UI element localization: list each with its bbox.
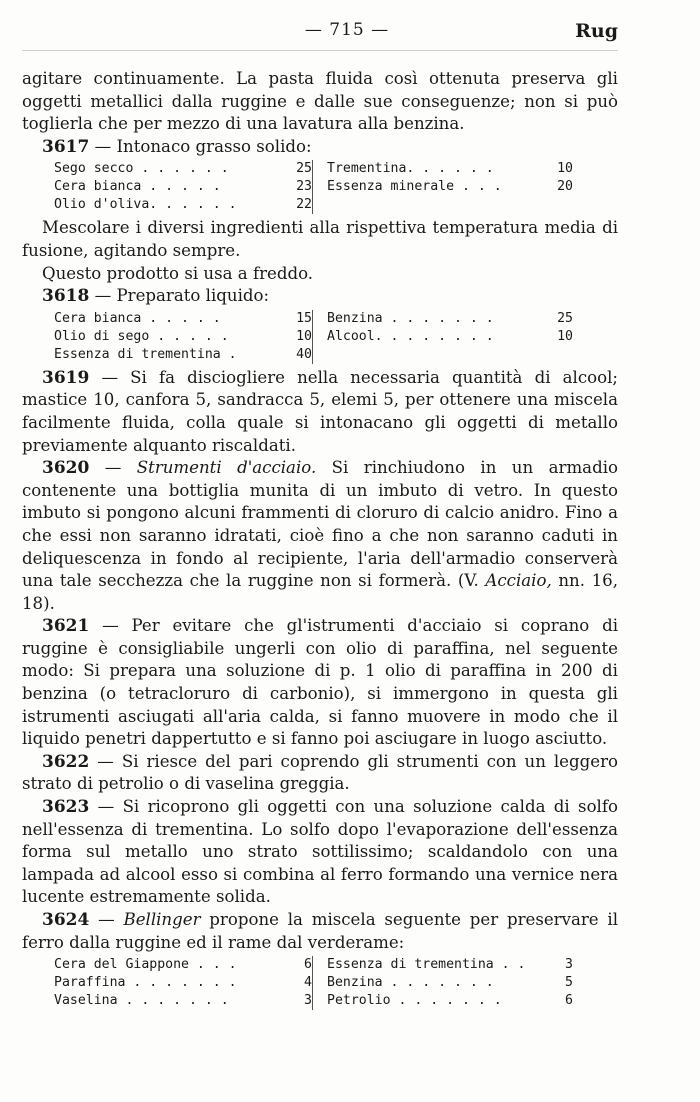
ingredient-qty: 3 [565, 957, 573, 973]
entry-number: 3622 [42, 751, 90, 772]
entry-text: — Si fa disciogliere nella necessaria quantità di alcool; mastice 10, canfora 5, sandracca 5, elemi 5, per ottenere una miscela facilmente fluida, colla quale si intonacano gli oggetti di metallo previamente alquanto riscaldati. [22, 367, 618, 455]
ingredient-qty: 6 [304, 957, 312, 973]
ingredient-qty: 22 [296, 197, 312, 213]
recipe-left-column [54, 956, 312, 1010]
ingredient-name: Benzina . . . . . . . [327, 310, 494, 326]
ingredient-qty: 4 [304, 975, 312, 991]
recipe-row [54, 178, 312, 196]
recipe-row [327, 974, 573, 992]
cross-reference-italic: Acciaio, [485, 571, 552, 591]
ingredient-name: Alcool. . . . . . . . [327, 328, 494, 344]
recipe-right-column [312, 310, 573, 364]
page-header [0, 20, 700, 50]
ingredient-name: Essenza di trementina . . [327, 957, 526, 973]
entry-text: propone la miscela seguente per preservare il ferro dalla ruggine ed il rame dal verderame: [22, 910, 618, 952]
entry-number: 3623 [42, 797, 90, 818]
ingredient-qty: 20 [557, 179, 573, 195]
ingredient-name: Sego secco . . . . . . [54, 161, 229, 177]
author-name-italic: Bellinger [123, 910, 201, 929]
recipe-row [327, 956, 573, 974]
ingredient-name: Essenza minerale . . . [327, 179, 502, 195]
recipe-3618 [54, 310, 618, 364]
entry-number: 3621 [42, 616, 90, 637]
entry-title-italic: Strumenti d'acciaio. [136, 458, 317, 478]
entry-text: — Si riesce del pari coprendo gli strumenti con un leggero strato di petrolio o di vaselina greggia. [22, 751, 618, 794]
recipe-row [54, 346, 312, 364]
recipe-3617 [54, 160, 618, 214]
paragraph: Questo prodotto si usa a freddo. [42, 263, 314, 283]
ingredient-name: Benzina . . . . . . . [327, 975, 494, 991]
recipe-right-column [312, 956, 573, 1010]
ingredient-name: Cera del Giappone . . . [54, 957, 237, 973]
recipe-row [327, 310, 573, 328]
entry-number: 3620 [42, 458, 90, 479]
ingredient-qty: 23 [296, 179, 312, 195]
recipe-row [327, 178, 573, 196]
ingredient-name: Paraffina . . . . . . . [54, 975, 237, 991]
recipe-row [54, 160, 312, 178]
entry-3622 [22, 751, 618, 796]
running-head-word: Rug [575, 20, 618, 42]
ingredient-name: Trementina. . . . . . [327, 161, 494, 177]
ingredient-name: Cera bianca . . . . . [54, 310, 221, 326]
ingredient-qty: 10 [296, 328, 312, 344]
recipe-row [327, 160, 573, 178]
ingredient-qty: 5 [565, 975, 573, 991]
ingredient-qty: 3 [304, 993, 312, 1009]
ingredient-name: Petrolio . . . . . . . [327, 993, 502, 1009]
ingredient-qty: 25 [296, 161, 312, 177]
ingredient-qty: 10 [557, 328, 573, 344]
recipe-right-column [312, 160, 573, 214]
recipe-row [54, 956, 312, 974]
recipe-row [54, 196, 312, 214]
paragraph: Mescolare i diversi ingredienti alla rispettiva temperatura media di fusione, agitando sempre. [22, 218, 618, 260]
entry-number: 3618 [42, 286, 90, 307]
recipe-row [54, 992, 312, 1010]
recipe-left-column [54, 310, 312, 364]
page-number: — 715 — [304, 20, 390, 40]
header-rule [22, 50, 618, 51]
entry-text: nn. 16, 18). [22, 571, 618, 613]
ingredient-qty: 40 [296, 346, 312, 362]
recipe-row [327, 992, 573, 1010]
paragraph-continuation: agitare continuamente. La pasta fluida così ottenuta preserva gli oggetti metallici dalla ruggine e dalle sue conseguenze; non si può toglierla che per mezzo di una lavatura alla benzina. [22, 69, 618, 134]
ingredient-name: Olio di sego . . . . . [54, 328, 229, 344]
ingredient-qty: 25 [557, 310, 573, 326]
entry-text: — Preparato liquido: [89, 286, 270, 306]
recipe-3624 [54, 956, 618, 1010]
ingredient-qty: 10 [557, 161, 573, 177]
ingredient-name: Cera bianca . . . . . [54, 179, 221, 195]
ingredient-name: Essenza di trementina . [54, 346, 237, 362]
entry-text: — Intonaco grasso solido: [89, 136, 312, 156]
entry-3621 [22, 615, 618, 751]
recipe-left-column [54, 160, 312, 214]
recipe-row [54, 974, 312, 992]
entry-number: 3619 [42, 367, 90, 388]
page-body [22, 68, 618, 1013]
entry-3620 [22, 457, 618, 615]
entry-text: — Si ricoprono gli oggetti con una soluzione calda di solfo nell'essenza di trementina. Lo solfo dopo l'evaporazione dell'essenza forma sul metallo uno strato sottilissimo; scaldandolo con una lampada ad alcool esso si combina al ferro formando una vernice nera lucente estremamente solida. [22, 797, 618, 907]
entry-text: — Per evitare che gl'istrumenti d'acciaio si coprano di ruggine è consigliabile ungerli con olio di paraffina, nel seguente modo: Si prepara una soluzione di p. 1 olio di paraffina in 200 di benzina (o tetracloruro di carbonio), si immergono in questa gli istrumenti asciugati all'aria calda, si fanno muovere in modo che il liquido penetri dappertutto e si fanno poi asciugare in luogo asciutto. [22, 616, 618, 749]
entry-text: — [89, 910, 124, 929]
entry-3623 [22, 796, 618, 909]
entry-number: 3624 [42, 910, 90, 930]
entry-3618 [22, 285, 618, 308]
entry-text: Si rinchiudono in un armadio contenente una bottiglia munita di un imbuto di vetro. In questo imbuto si pongono alcuni frammenti di cloruro di calcio anidro. Fino a che essi non saranno idratati, cioè fino a che non saranno caduti in deliquescenza in fondo al recipiente, l'aria dell'armadio conserverà una tale secchezza che la ruggine non si formerà. (V. [22, 458, 618, 591]
entry-3619 [22, 367, 618, 457]
entry-number: 3617 [42, 136, 90, 157]
entry-3617 [22, 136, 618, 159]
ingredient-name: Vaselina . . . . . . . [54, 993, 229, 1009]
recipe-row [54, 310, 312, 328]
ingredient-qty: 6 [565, 993, 573, 1009]
entry-3624 [22, 909, 618, 954]
entry-text: — [89, 458, 137, 478]
recipe-row [327, 328, 573, 346]
ingredient-qty: 15 [296, 310, 312, 326]
ingredient-name: Olio d'oliva. . . . . . [54, 197, 237, 213]
recipe-row [54, 328, 312, 346]
